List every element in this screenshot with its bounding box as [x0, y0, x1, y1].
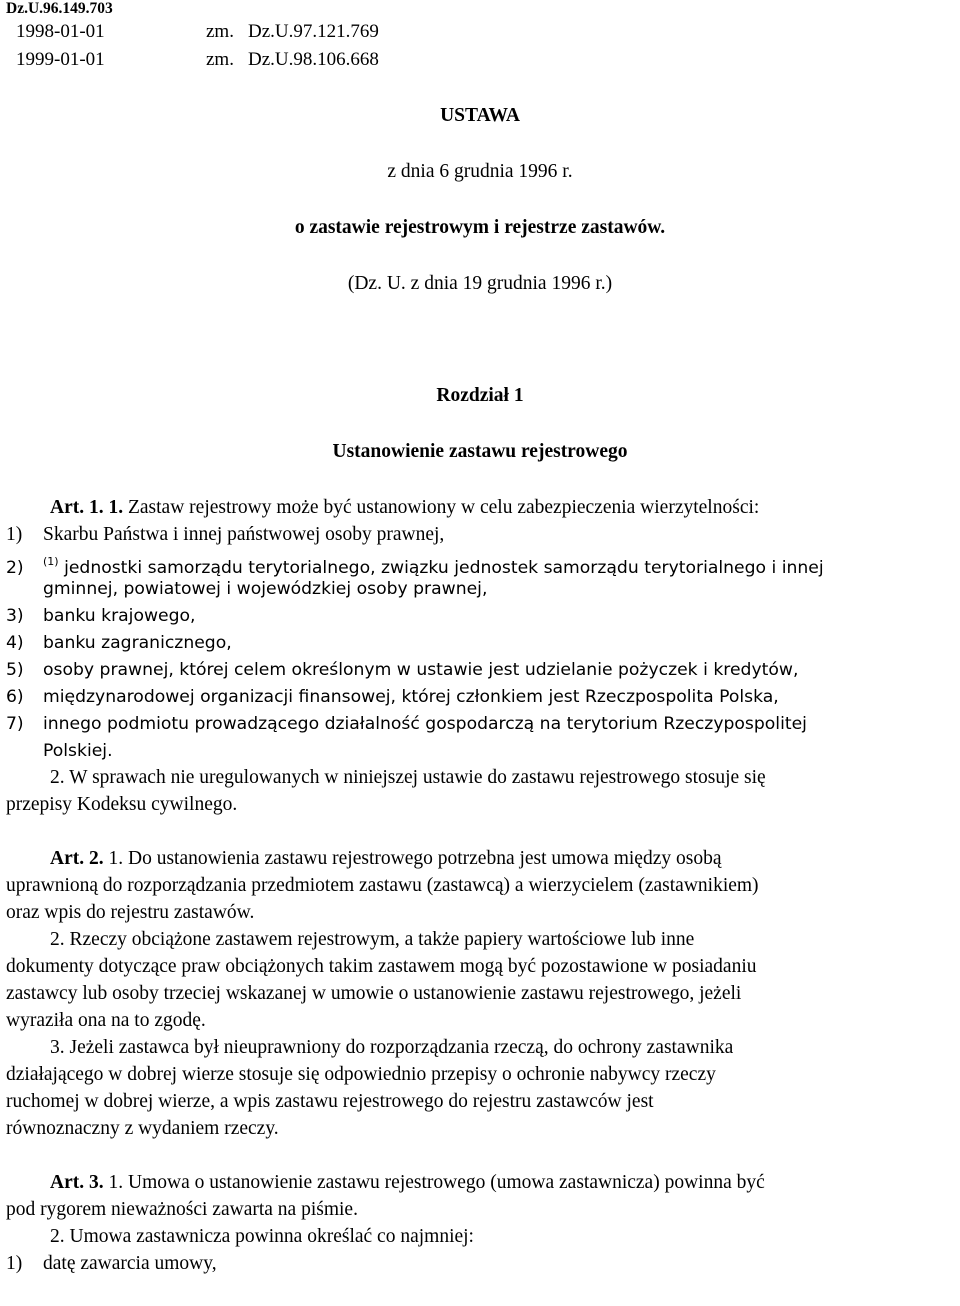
art3-para2: 2. Umowa zastawnicza powinna określać co najmniej: [50, 1226, 474, 1247]
act-date: z dnia 6 grudnia 1996 r. [387, 161, 573, 182]
art1-para1 [50, 495, 954, 522]
paragraph-number: 1. [108, 497, 124, 518]
list-item: 7) innego podmiotu prowadzącego działalność gospodarczą na terytorium Rzeczypospolitej [6, 714, 807, 734]
list-item: 4) banku zagranicznego, [6, 633, 232, 653]
chapter-title: Ustanowienie zastawu rejestrowego [332, 441, 628, 462]
paragraph-text: Zastaw rejestrowy może być ustanowiony w celu zabezpieczenia wierzytelności: [127, 497, 760, 518]
list-item-continuation: Polskiej. [43, 741, 113, 761]
list-item: 2) $^{(1)}$ jednostki samorządu terytorialnego, związku jednostek samorządu terytorialnego i innej [6, 555, 824, 578]
art1-para2: 2. W sprawach nie uregulowanych w niniejszej ustawie do zastawu rejestrowego stosuje się [50, 767, 766, 788]
list-item: 1) Skarbu Państwa i innej państwowej osoby prawnej, [6, 524, 445, 545]
amendment-prefix: zm. [206, 49, 234, 70]
amendment-ref: Dz.U.98.106.668 [248, 49, 379, 70]
paragraph-number: 2. [50, 929, 65, 950]
paragraph-line: oraz wpis do rejestru zastawów. [6, 902, 255, 923]
list-item: 5) osoby prawnej, której celem określonym w ustawie jest udzielanie pożyczek i kredytów, [6, 660, 799, 680]
paragraph-line: dokumenty dotyczące praw obciążonych takim zastawem mogą być pozostawione w posiadaniu [6, 956, 757, 977]
art2-para3: 3. Jeżeli zastawca był nieuprawniony do rozporządzania rzeczą, do ochrony zastawnika [50, 1037, 734, 1058]
art2-para2: 2. Rzeczy obciążone zastawem rejestrowym, a także papiery wartościowe lub inne [50, 929, 695, 950]
act-subject: o zastawie rejestrowym i rejestrze zastawów. [294, 217, 666, 238]
list-item: 3) banku krajowego, [6, 606, 196, 626]
paragraph-number: 3. [50, 1037, 65, 1058]
act-type: USTAWA [440, 105, 520, 126]
amendment-date: 1999-01-01 [16, 49, 105, 70]
amendment-row [16, 21, 379, 43]
amendment-ref: Dz.U.97.121.769 [248, 21, 379, 42]
paragraph-line: pod rygorem nieważności zawarta na piśmie. [6, 1199, 358, 1220]
chapter-number: Rozdział 1 [436, 385, 524, 406]
article-label: Art. 3. [50, 1172, 104, 1193]
article-label: Art. 2. [50, 848, 104, 869]
article-label: Art. 1. [50, 497, 104, 518]
art1-para2-cont: przepisy Kodeksu cywilnego. [6, 794, 238, 815]
art3-para1: Art. 3. 1. Umowa o ustanowienie zastawu rejestrowego (umowa zastawnicza) powinna być [50, 1172, 765, 1193]
amendment-date: 1998-01-01 [16, 21, 105, 42]
paragraph-line: uprawnioną do rozporządzania przedmiotem zastawu (zastawcą) a wierzycielem (zastawnikiem) [6, 875, 759, 896]
list-item-continuation: gminnej, powiatowej i wojewódzkiej osoby prawnej, [43, 579, 488, 599]
act-publication: (Dz. U. z dnia 19 grudnia 1996 r.) [347, 273, 613, 294]
paragraph-number: 2. [50, 1226, 65, 1247]
paragraph-line: równoznaczny z wydaniem rzeczy. [6, 1118, 279, 1139]
amendment-prefix: zm. [206, 21, 234, 42]
amendment-row [16, 49, 379, 71]
paragraph-line: ruchomej w dobrej wierze, a wpis zastawu rejestrowego do rejestru zastawców jest [6, 1091, 654, 1112]
paragraph-line: zastawcy lub osoby trzeciej wskazanej w umowie o ustanowienie zastawu rejestrowego, jeżeli [6, 983, 742, 1004]
footnote-marker: (1) [43, 555, 59, 568]
list-item: 6) międzynarodowej organizacji finansowej, której członkiem jest Rzeczpospolita Polska, [6, 687, 779, 707]
art2-para1: Art. 2. 1. Do ustanowienia zastawu rejestrowego potrzebna jest umowa między osobą [50, 848, 722, 869]
paragraph-number: 1. [108, 1172, 124, 1193]
list-item: 1) datę zawarcia umowy, [6, 1253, 217, 1274]
paragraph-line: działającego w dobrej wierze stosuje się odpowiednio przepisy o ochronie nabywcy rzeczy [6, 1064, 716, 1085]
paragraph-number: 2. [50, 767, 65, 788]
paragraph-line: wyraziła ona na to zgodę. [6, 1010, 206, 1031]
document-id: Dz.U.96.149.703 [6, 0, 113, 17]
paragraph-number: 1. [108, 848, 124, 869]
